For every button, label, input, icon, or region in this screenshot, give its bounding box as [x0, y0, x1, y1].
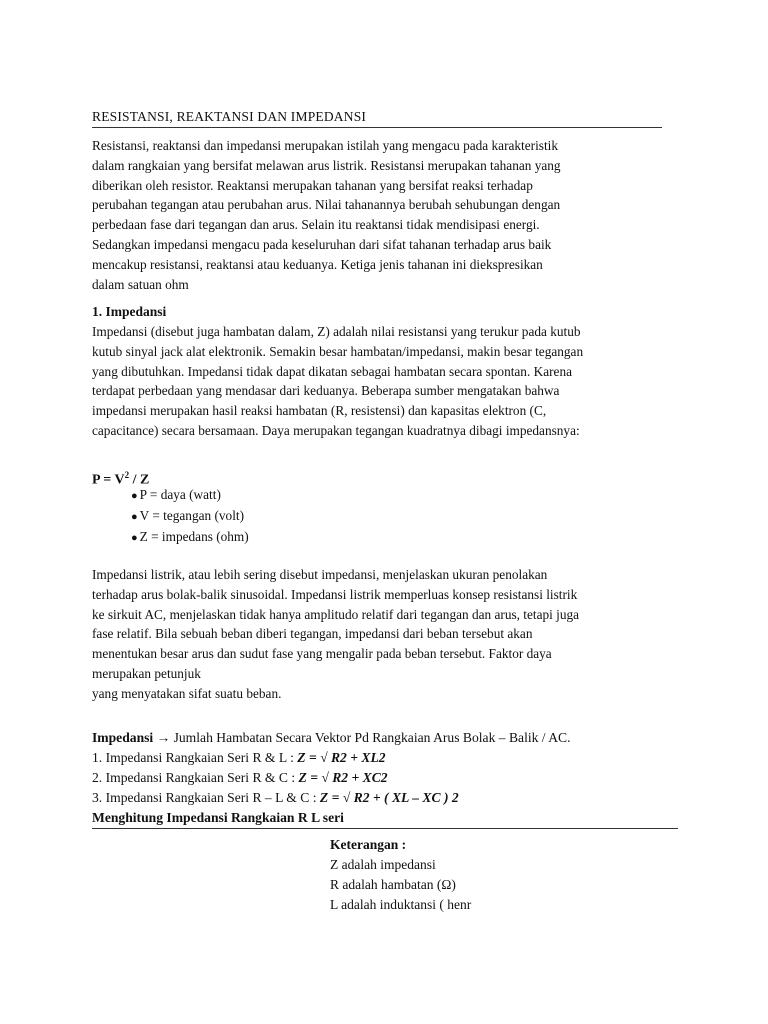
- keterangan-line: L adalah induktansi ( henr: [330, 897, 472, 912]
- text-line: impedansi merupakan hasil reaksi hambatan (R, resistensi) dan kapasitas elektron (C,: [92, 403, 547, 419]
- text-line: merupakan petunjuk: [92, 665, 201, 681]
- formula-item: 2. Impedansi Rangkaian Seri R & C : Z = √ R2 + XC2: [92, 770, 388, 785]
- text-line: Impedansi listrik, atau lebih sering disebut impedansi, menjelaskan ukuran penolakan: [92, 567, 548, 582]
- formula-left: P = V: [92, 472, 125, 488]
- text-line: fase relatif. Bila sebuah beban diberi tegangan, impedansi dari beban tersebut akan: [92, 626, 533, 642]
- section-paragraph: [92, 322, 682, 441]
- impedansi-lead: Impedansi → Jumlah Hambatan Secara Vektor Pd Rangkaian Arus Bolak – Balik / AC.: [92, 730, 571, 745]
- keterangan-block: [330, 835, 630, 915]
- intro-paragraph: [92, 136, 682, 294]
- text-line: mencakup resistansi, reaktansi atau keduanya. Ketiga jenis tahanan ini diekspresikan: [92, 256, 543, 272]
- list-item: ● P = daya (watt): [131, 485, 431, 506]
- text-line: terdapat perbedaan yang mendasar dari keduanya. Beberapa sumber mengatakan bahwa: [92, 383, 560, 399]
- bullet-icon: ●: [131, 490, 138, 502]
- section-heading: 1. Impedansi: [92, 304, 167, 319]
- text-line: perbedaan fase dari tegangan dan arus. Selain itu reaktansi tidak mendisipasi energi.: [92, 217, 540, 233]
- text-line: ke sirkuit AC, menjelaskan tidak hanya amplitudo relatif dari tegangan dan arus, tetapi juga: [92, 606, 580, 622]
- keterangan-title: Keterangan :: [330, 837, 407, 852]
- text-line: perubahan tegangan atau perubahan arus. Nilai tahanannya berubah sehubungan dengan: [92, 197, 561, 213]
- list-item: ● Z = impedans (ohm): [131, 527, 431, 548]
- text-line: yang dibutuhkan. Impedansi tidak dapat dikatan sebagai hambatan secara spontan. Karena: [92, 363, 572, 379]
- text-line: Impedansi (disebut juga hambatan dalam, Z) adalah nilai resistansi yang terukur pada kutub: [92, 324, 581, 339]
- formula-superscript: 2: [124, 470, 130, 480]
- page-title: RESISTANSI, REAKTANSI DAN IMPEDANSI: [92, 108, 662, 128]
- text-line: yang menyatakan sifat suatu beban.: [92, 685, 282, 701]
- formula-item: 3. Impedansi Rangkaian Seri R – L & C : Z = √ R2 + ( XL – XC ) 2: [92, 790, 459, 805]
- list-item: ● V = tegangan (volt): [131, 506, 431, 527]
- text-line: capacitance) secara bersamaan. Daya merupakan tegangan kuadratnya dibagi impedansnya:: [92, 422, 580, 438]
- keterangan-line: R adalah hambatan (Ω): [330, 877, 456, 892]
- section-impedansi: [92, 302, 682, 441]
- text-line: diberikan oleh resistor. Reaktansi merupakan tahanan yang bersifat reaksi terhadap: [92, 177, 533, 193]
- subheading: Menghitung Impedansi Rangkaian R L seri: [92, 808, 678, 829]
- bullet-icon: ●: [131, 511, 138, 523]
- bullet-icon: ●: [131, 532, 138, 544]
- formula-item: 1. Impedansi Rangkaian Seri R & L : Z = √ R2 + XL2: [92, 750, 386, 765]
- text-line: kutub sinyal jack alat elektronik. Semakin besar hambatan/impedansi, makin besar tegangan: [92, 343, 584, 359]
- text-line: Sedangkan impedansi mengacu pada keseluruhan dari sifat tahanan terhadap arus baik: [92, 236, 552, 252]
- impedansi-formulas: [92, 728, 682, 829]
- text-line: dalam satuan ohm: [92, 276, 189, 292]
- paragraph-2: [92, 565, 682, 704]
- text-line: Resistansi, reaktansi dan impedansi merupakan istilah yang mengacu pada karakteristik: [92, 138, 558, 153]
- text-line: terhadap arus bolak-balik sinusoidal. Impedansi listrik memperluas konsep resistansi listrik: [92, 586, 578, 602]
- keterangan-line: Z adalah impedansi: [330, 857, 436, 872]
- bullet-list: [131, 485, 431, 548]
- formula-right: / Z: [129, 472, 150, 488]
- text-line: menentukan besar arus dan sudut fase yang mengalir pada beban tersebut. Faktor daya: [92, 646, 552, 662]
- text-line: dalam rangkaian yang bersifat melawan arus listrik. Resistansi merupakan tahanan yang: [92, 157, 561, 173]
